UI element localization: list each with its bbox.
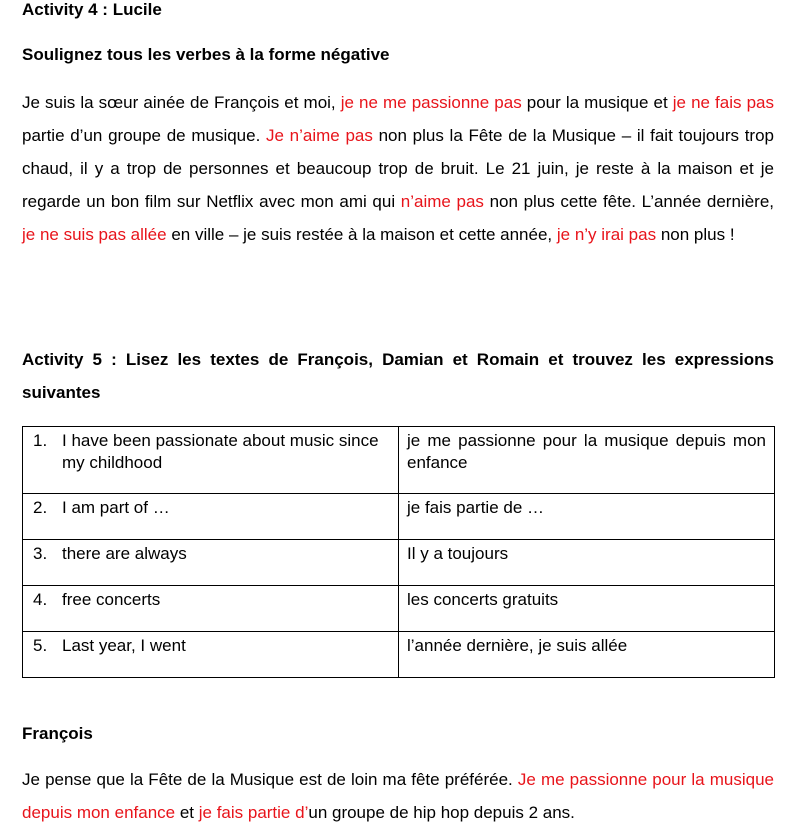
- table-row: [23, 586, 775, 632]
- francois-title: François: [22, 724, 93, 743]
- french-phrase: l’année dernière, je suis allée: [407, 636, 628, 655]
- table-row: [23, 540, 775, 586]
- lucile-paragraph: [22, 86, 774, 251]
- french-phrase: je fais partie de …: [407, 498, 545, 517]
- french-phrase: Il y a toujours: [407, 544, 509, 563]
- text-segment: partie d’un groupe de musique.: [22, 126, 267, 145]
- highlighted-phrase: n’aime pas: [400, 192, 484, 211]
- english-phrase: free concerts: [62, 590, 161, 609]
- highlighted-phrase: je fais partie d’: [198, 803, 309, 822]
- english-phrase: Last year, I went: [62, 636, 186, 655]
- english-phrase: I have been passionate about music since my childhood: [62, 431, 379, 472]
- activity5-title: Activity 5 : Lisez les textes de François, Damian et Romain et trouvez les expressions suivantes: [22, 350, 774, 402]
- text-segment: Je pense que la Fête de la Musique est de loin ma fête préférée.: [22, 770, 518, 789]
- text-segment: un groupe de hip hop depuis 2 ans.: [308, 803, 575, 822]
- text-segment: non plus !: [656, 225, 735, 244]
- highlighted-phrase: je ne suis pas allée: [22, 225, 167, 244]
- table-row: [23, 494, 775, 540]
- row-number: 5.: [33, 636, 48, 655]
- highlighted-phrase: Je n’aime pas: [266, 126, 373, 145]
- text-segment: pour la musique et: [521, 93, 673, 112]
- expressions-table: [22, 426, 775, 678]
- activity4-instruction: Soulignez tous les verbes à la forme négative: [22, 45, 390, 64]
- highlighted-phrase: je ne me passionne pas: [340, 93, 522, 112]
- row-number: 2.: [33, 498, 48, 517]
- english-phrase: I am part of …: [62, 498, 170, 517]
- text-segment: en ville – je suis restée à la maison et cette année,: [166, 225, 557, 244]
- text-segment: non plus la Fête de la Musique – il fait toujours trop chaud, il y a trop de personnes et beaucoup trop de bruit. Le 21 juin, je reste à la maison et je regarde un bon film sur Netflix avec mon ami qui: [22, 126, 774, 211]
- highlighted-phrase: Je me passionne pour la musique depuis mon enfance: [22, 770, 775, 822]
- french-phrase: les concerts gratuits: [407, 590, 559, 609]
- row-number: 4.: [33, 590, 48, 609]
- text-segment: Je suis la sœur ainée de François et moi,: [22, 93, 341, 112]
- highlighted-phrase: je ne fais pas: [672, 93, 774, 112]
- row-number: 1.: [33, 431, 48, 450]
- text-segment: et: [175, 803, 199, 822]
- french-phrase: je me passionne pour la musique depuis mon enfance: [407, 431, 766, 472]
- row-number: 3.: [33, 544, 48, 563]
- activity4-title: Activity 4 : Lucile: [22, 0, 162, 19]
- table-row: [23, 427, 775, 494]
- table-row: [23, 632, 775, 678]
- highlighted-phrase: je n’y irai pas: [556, 225, 657, 244]
- francois-paragraph: [22, 763, 774, 829]
- text-segment: non plus cette fête. L’année dernière,: [483, 192, 774, 211]
- english-phrase: there are always: [62, 544, 187, 563]
